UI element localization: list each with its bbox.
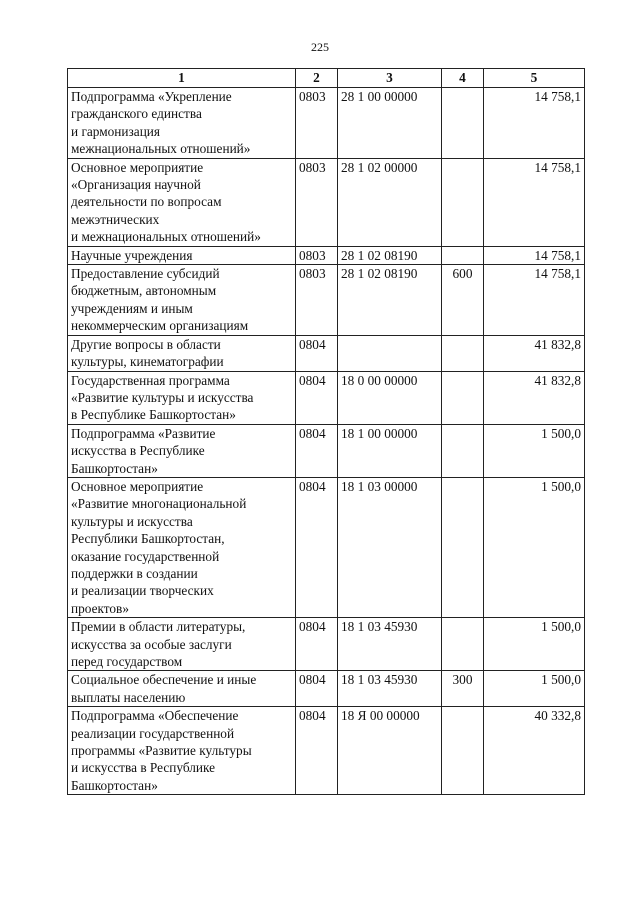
row-name-line: Подпрограмма «Укрепление [71, 89, 232, 104]
row-section-cell: 0804 [296, 424, 338, 477]
header-col-5: 5 [484, 69, 585, 88]
row-name-line: и искусства в Республике [71, 760, 216, 776]
row-type-cell [442, 335, 484, 371]
row-section-cell: 0803 [296, 88, 338, 159]
table-row [68, 477, 585, 617]
row-name-cell [68, 707, 296, 795]
row-name-line: Государственная программа [71, 372, 230, 388]
header-col-4: 4 [442, 69, 484, 88]
row-target-cell: 18 0 00 00000 [338, 371, 442, 424]
row-type-cell: 600 [442, 265, 484, 336]
row-name-line: и межнациональных отношений» [71, 229, 261, 245]
row-type-cell [442, 707, 484, 795]
row-target-cell: 28 1 02 08190 [338, 246, 442, 264]
row-type-cell [442, 246, 484, 264]
row-name-line: гражданского единства [71, 106, 202, 122]
row-name-line: и гармонизация [71, 123, 161, 139]
row-name-line: «Организация научной [71, 177, 201, 193]
row-section-cell: 0803 [296, 158, 338, 246]
row-amount-cell: 41 832,8 [484, 371, 585, 424]
row-name-cell [68, 88, 296, 159]
row-name-line: Премии в области литературы, [71, 619, 246, 635]
row-name-cell [68, 618, 296, 671]
row-section-cell: 0804 [296, 671, 338, 707]
row-section-cell: 0804 [296, 371, 338, 424]
row-target-cell: 18 Я 00 00000 [338, 707, 442, 795]
table-row [68, 671, 585, 707]
row-name-line: Подпрограмма «Обеспечение [71, 708, 239, 724]
table-row [68, 371, 585, 424]
row-target-cell: 18 1 03 00000 [338, 477, 442, 617]
row-type-cell: 300 [442, 671, 484, 707]
row-name-cell [68, 246, 296, 264]
row-name-line: поддержки в создании [71, 565, 198, 581]
row-name-line: в Республике Башкортостан» [71, 407, 236, 423]
row-name-line: Подпрограмма «Развитие [71, 425, 216, 441]
row-name-line: оказание государственной [71, 548, 220, 564]
row-target-cell [338, 335, 442, 371]
row-section-cell: 0804 [296, 477, 338, 617]
row-name-line: «Развитие культуры и искусства [71, 389, 254, 405]
row-name-line: «Развитие многонациональной [71, 496, 247, 512]
row-name-line: Другие вопросы в области [71, 336, 221, 352]
row-name-cell [68, 477, 296, 617]
row-name-line: искусства за особые заслуги [71, 636, 232, 652]
table-row [68, 707, 585, 795]
row-name-line: учреждениям и иным [71, 300, 193, 316]
row-name-line: межнациональных отношений» [71, 141, 251, 157]
row-name-cell [68, 265, 296, 336]
row-name-line: Научные учреждения [71, 247, 193, 263]
row-section-cell: 0804 [296, 618, 338, 671]
table-row [68, 335, 585, 371]
row-section-cell: 0804 [296, 335, 338, 371]
header-col-1: 1 [68, 69, 296, 88]
row-amount-cell: 41 832,8 [484, 335, 585, 371]
row-name-line: реализации государственной [71, 725, 235, 741]
row-amount-cell: 14 758,1 [484, 246, 585, 264]
row-name-cell [68, 335, 296, 371]
row-name-line: Башкортостан» [71, 777, 158, 793]
budget-table [67, 68, 585, 795]
table-row [68, 88, 585, 159]
row-type-cell [442, 158, 484, 246]
table-row [68, 618, 585, 671]
row-name-line: Основное мероприятие [71, 159, 204, 175]
row-name-line: программы «Развитие культуры [71, 743, 252, 759]
row-name-line: Предоставление субсидий [71, 266, 220, 282]
header-col-3: 3 [338, 69, 442, 88]
row-name-line: культуры и искусства [71, 513, 193, 529]
row-name-line: межэтнических [71, 211, 160, 227]
row-amount-cell: 1 500,0 [484, 477, 585, 617]
table-body [68, 88, 585, 795]
row-name-line: искусства в Республике [71, 443, 205, 459]
row-section-cell: 0803 [296, 246, 338, 264]
row-name-line: деятельности по вопросам [71, 194, 222, 210]
row-section-cell: 0803 [296, 265, 338, 336]
row-type-cell [442, 371, 484, 424]
row-target-cell: 28 1 00 00000 [338, 88, 442, 159]
row-name-cell [68, 371, 296, 424]
row-amount-cell: 1 500,0 [484, 618, 585, 671]
row-target-cell: 28 1 02 08190 [338, 265, 442, 336]
row-amount-cell: 40 332,8 [484, 707, 585, 795]
table-header-row [68, 69, 585, 88]
row-amount-cell: 1 500,0 [484, 424, 585, 477]
row-name-cell [68, 158, 296, 246]
row-name-line: бюджетным, автономным [71, 283, 217, 299]
row-target-cell: 28 1 02 00000 [338, 158, 442, 246]
row-amount-cell: 1 500,0 [484, 671, 585, 707]
row-type-cell [442, 618, 484, 671]
page-number: 225 [311, 40, 329, 54]
table-row [68, 158, 585, 246]
row-name-cell [68, 424, 296, 477]
row-name-line: Башкортостан» [71, 460, 158, 476]
row-type-cell [442, 88, 484, 159]
table-row [68, 424, 585, 477]
header-col-2: 2 [296, 69, 338, 88]
row-target-cell: 18 1 03 45930 [338, 618, 442, 671]
table-row [68, 265, 585, 336]
row-name-line: Социальное обеспечение и иные [71, 672, 257, 688]
row-target-cell: 18 1 00 00000 [338, 424, 442, 477]
row-name-line: культуры, кинематографии [71, 354, 224, 370]
row-section-cell: 0804 [296, 707, 338, 795]
row-amount-cell: 14 758,1 [484, 88, 585, 159]
row-name-line: Основное мероприятие [71, 478, 204, 494]
row-target-cell: 18 1 03 45930 [338, 671, 442, 707]
table-row [68, 246, 585, 264]
row-name-line: Республики Башкортостан, [71, 531, 225, 547]
row-name-line: и реализации творческих [71, 583, 214, 599]
row-name-line: некоммерческим организациям [71, 318, 249, 334]
row-name-line: выплаты населению [71, 689, 186, 705]
row-name-line: проектов» [71, 600, 129, 616]
row-amount-cell: 14 758,1 [484, 265, 585, 336]
row-amount-cell: 14 758,1 [484, 158, 585, 246]
row-name-line: перед государством [71, 654, 183, 669]
row-type-cell [442, 424, 484, 477]
row-name-cell [68, 671, 296, 707]
row-type-cell [442, 477, 484, 617]
